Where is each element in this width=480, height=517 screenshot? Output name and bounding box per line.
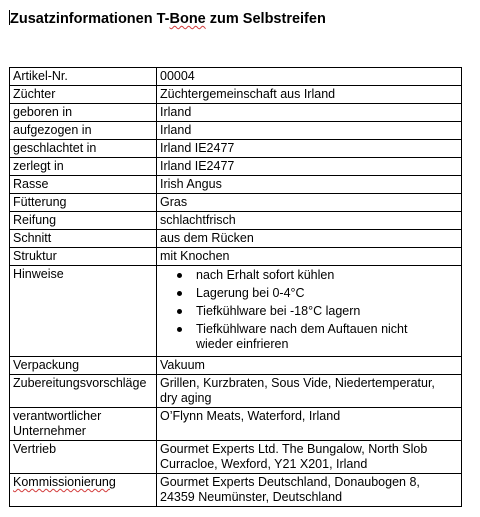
value-line: 24359 Neumünster, Deutschland <box>160 490 343 504</box>
label-line: verantwortlicher <box>13 409 102 423</box>
row-label: Zubereitungsvorschläge <box>10 375 157 408</box>
list-item-line: Tiefkühlware nach dem Auftauen nicht <box>196 322 408 336</box>
row-value <box>157 375 462 408</box>
row-label: Rasse <box>10 176 157 194</box>
table-row <box>10 104 462 122</box>
table-row <box>10 194 462 212</box>
table-row <box>10 474 462 507</box>
row-value: Irland <box>157 104 462 122</box>
row-value: mit Knochen <box>157 248 462 266</box>
table-row <box>10 68 462 86</box>
list-item-line: wieder einfrieren <box>196 337 289 351</box>
row-value <box>157 441 462 474</box>
row-label: Verpackung <box>10 357 157 375</box>
row-value: Züchtergemeinschaft aus Irland <box>157 86 462 104</box>
row-label <box>10 474 157 507</box>
info-table <box>9 67 462 507</box>
table-row <box>10 212 462 230</box>
row-label: zerlegt in <box>10 158 157 176</box>
row-value <box>157 266 462 357</box>
row-label: geboren in <box>10 104 157 122</box>
list-item <box>194 322 457 352</box>
row-value: Irish Angus <box>157 176 462 194</box>
document-title <box>9 10 326 27</box>
list-item: nach Erhalt sofort kühlen <box>194 268 457 283</box>
value-line: dry aging <box>160 391 212 405</box>
table-row <box>10 441 462 474</box>
row-value <box>157 474 462 507</box>
table-row <box>10 248 462 266</box>
list-item: Lagerung bei 0-4°C <box>194 286 457 301</box>
row-value: Irland IE2477 <box>157 158 462 176</box>
table-row <box>10 266 462 357</box>
row-label: geschlachtet in <box>10 140 157 158</box>
value-line: Gourmet Experts Ltd. The Bungalow, North Slob <box>160 442 428 456</box>
title-prefix: Zusatzinformationen T- <box>10 11 170 27</box>
table-row <box>10 230 462 248</box>
row-value: Irland <box>157 122 462 140</box>
table-row <box>10 158 462 176</box>
value-line: Curracloe, Wexford, Y21 X201, Irland <box>160 457 368 471</box>
row-label: Artikel-Nr. <box>10 68 157 86</box>
row-value: schlachtfrisch <box>157 212 462 230</box>
table-row <box>10 140 462 158</box>
table-row <box>10 408 462 441</box>
row-label: aufgezogen in <box>10 122 157 140</box>
title-spellcheck-word: Bone <box>169 11 206 27</box>
row-label: Züchter <box>10 86 157 104</box>
label-line: Unternehmer <box>13 424 86 438</box>
row-label: Schnitt <box>10 230 157 248</box>
row-value: 00004 <box>157 68 462 86</box>
table-row <box>10 122 462 140</box>
value-line: Grillen, Kurzbraten, Sous Vide, Niedertemperatur, <box>160 376 435 390</box>
row-value: aus dem Rücken <box>157 230 462 248</box>
row-label: Hinweise <box>10 266 157 357</box>
row-value: Vakuum <box>157 357 462 375</box>
table-row <box>10 357 462 375</box>
table-row <box>10 375 462 408</box>
row-label: Vertrieb <box>10 441 157 474</box>
row-value: Gras <box>157 194 462 212</box>
row-label: Struktur <box>10 248 157 266</box>
title-suffix: zum Selbstreifen <box>205 11 326 27</box>
row-label <box>10 408 157 441</box>
row-label: Reifung <box>10 212 157 230</box>
hinweise-list <box>160 268 457 352</box>
table-row <box>10 176 462 194</box>
row-value: Irland IE2477 <box>157 140 462 158</box>
row-value: O’Flynn Meats, Waterford, Irland <box>157 408 462 441</box>
value-line: Gourmet Experts Deutschland, Donaubogen 8, <box>160 475 420 489</box>
list-item: Tiefkühlware bei -18°C lagern <box>194 304 457 319</box>
spellcheck-label: Kommissionierung <box>13 475 116 489</box>
row-label: Fütterung <box>10 194 157 212</box>
table-row <box>10 86 462 104</box>
